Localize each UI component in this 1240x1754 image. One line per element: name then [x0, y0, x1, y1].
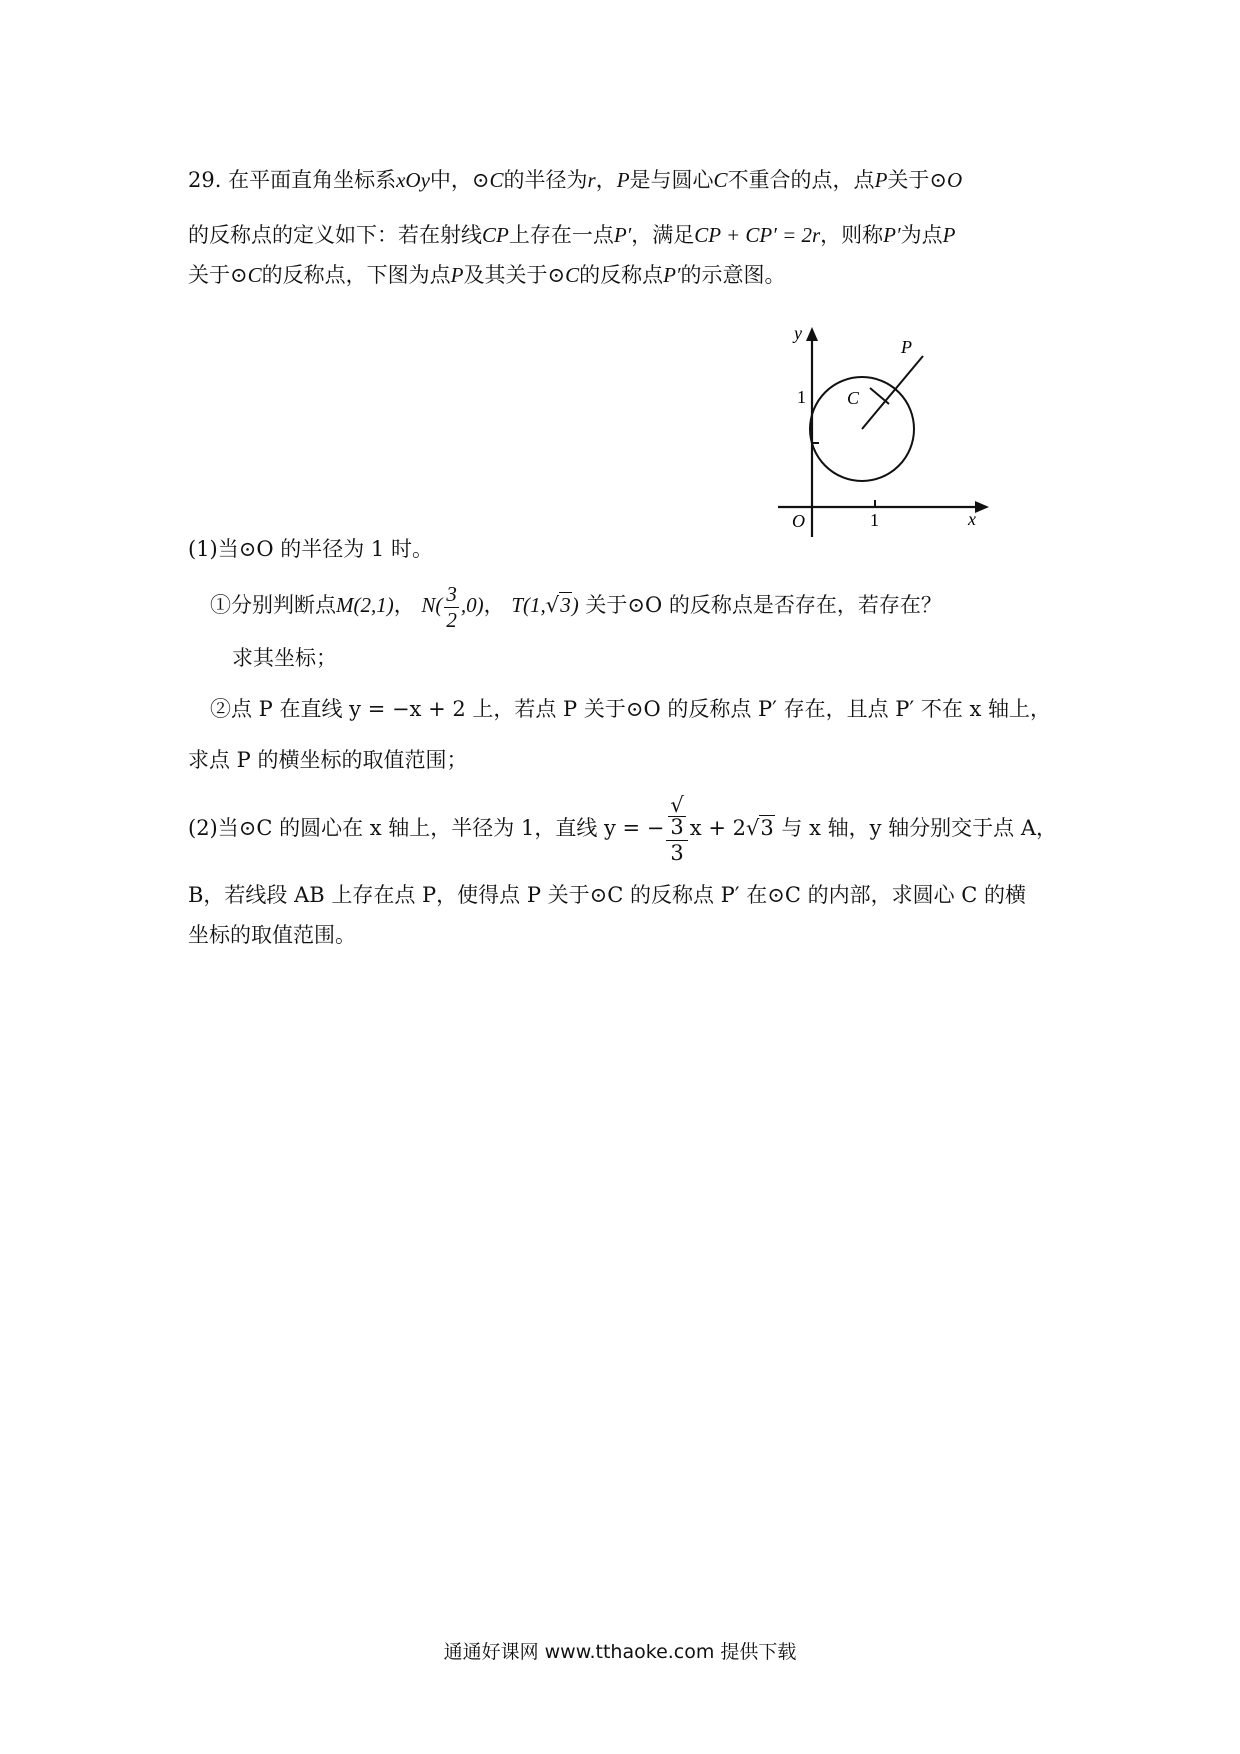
diagram-figure: [775, 325, 995, 545]
point-m: M(2,1): [336, 593, 394, 617]
part1-header: (1)当⊙O 的半径为 1 时。: [188, 537, 433, 561]
x-axis-arrow: [975, 501, 989, 513]
y-tick-label: 1: [797, 387, 806, 407]
part1-q2-line: ②点 P 在直线 y = −x + 2 上，若点 P 关于⊙O 的反称点 P′ 存在，且点 P′ 不在 x 轴上，: [210, 697, 1052, 721]
pprime-tick: [870, 388, 889, 404]
part2-line-1: (2)当⊙C 的圆心在 x 轴上，半径为 1，直线 y = − √ 3 3 x + 2√3 与 x 轴，y 轴分别交于点 A，: [188, 793, 1057, 865]
problem-line-2: 的反称点的定义如下：若在射线CP上存在一点P′，满足CP + CP′ = 2r，则称P′为点P: [188, 223, 956, 247]
point-n: N( $\frac{3}{2}$ ,0): [421, 581, 484, 632]
part1-q2-cont: 求点 P 的横坐标的取值范围；: [188, 748, 468, 772]
y-axis-label: y: [794, 325, 802, 343]
page-footer: 通通好课网 www.tthaoke.com 提供下载: [443, 1641, 797, 1663]
problem-number: 29.: [188, 168, 222, 192]
p-label: P: [901, 337, 912, 357]
origin-label: O: [792, 511, 805, 531]
part1-q1-line: ①分别判断点M(2,1)， N( $\frac{3}{2}$ ,0)， T(1,√3) 关于⊙O 的反称点是否存在，若存在？: [210, 581, 942, 632]
definition-equation: CP + CP′ = 2r: [694, 223, 821, 247]
part2-line-3: 坐标的取值范围。: [188, 923, 356, 947]
problem-line-1: 29. 在平面直角坐标系xOy中，⊙C的半径为r，P是与圆心C不重合的点，点P关于⊙O: [188, 168, 963, 192]
y-axis-arrow: [806, 327, 818, 341]
fraction-sqrt3-over-3: √ 3 3: [666, 795, 687, 864]
fraction-three-halves: $\frac{3}{2}$: [446, 581, 457, 632]
problem-line-3: 关于⊙C的反称点，下图为点P及其关于⊙C的反称点P′的示意图。: [188, 263, 786, 287]
part1-q1-cont: 求其坐标；: [232, 646, 337, 670]
x-tick-label: 1: [870, 510, 879, 530]
sqrt-three: 3: [560, 593, 571, 617]
point-t: T(1,√3): [511, 593, 579, 617]
x-axis-label: x: [968, 509, 976, 529]
center-label: C: [847, 388, 860, 408]
part2-line-2: B，若线段 AB 上存在点 P，使得点 P 关于⊙C 的反称点 P′ 在⊙C 的内部，求圆心 C 的横: [188, 883, 1027, 907]
